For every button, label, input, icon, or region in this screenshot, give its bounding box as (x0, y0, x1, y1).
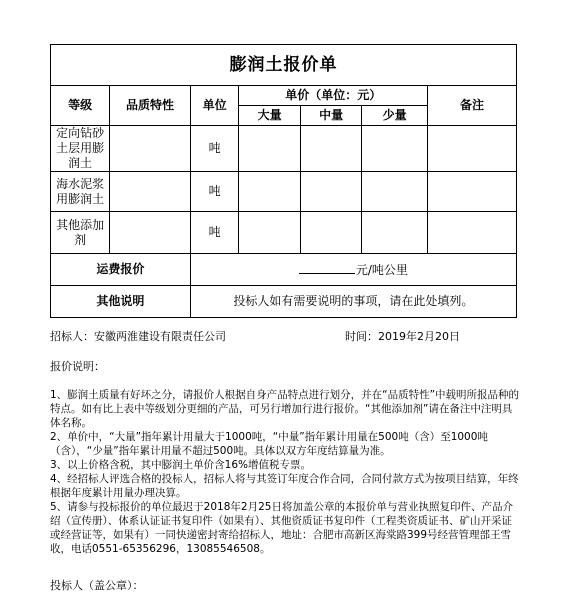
price-large-cell[interactable] (239, 126, 300, 172)
quality-cell[interactable] (110, 212, 190, 254)
note-item: 3、以上价格含税，其中膨润土单价含16%增值税专票。 (50, 459, 312, 471)
unit-cell: 吨 (190, 126, 239, 172)
header-unit: 单位 (190, 86, 239, 126)
other-label: 其他说明 (51, 286, 191, 318)
price-medium-cell[interactable] (300, 126, 361, 172)
price-small-cell[interactable] (362, 126, 428, 172)
price-large-cell[interactable] (239, 212, 300, 254)
header-remark: 备注 (427, 86, 516, 126)
table-row (51, 172, 517, 212)
quality-cell[interactable] (110, 126, 190, 172)
freight-blank[interactable] (299, 262, 355, 274)
remark-cell[interactable] (427, 172, 516, 212)
tenderer-line: 招标人：安徽两淮建设有限责任公司 (50, 330, 226, 343)
price-large-cell[interactable] (239, 172, 300, 212)
product-name: 定向钻砂土层用膨润土 (51, 126, 110, 172)
header-large: 大量 (239, 106, 300, 126)
price-small-cell[interactable] (362, 172, 428, 212)
note-item: 1、膨润土质量有好坏之分，请报价人根据自身产品特点进行划分，并在“品质特性”中载明所报品种的特点。如有比上表中等级划分更细的产品，可另行增加行进行报价。“其他添加剂”请在备注中注明具体名称。 (50, 389, 520, 429)
product-name: 其他添加剂 (51, 212, 110, 254)
remark-cell[interactable] (427, 212, 516, 254)
quote-table (50, 44, 517, 318)
price-medium-cell[interactable] (300, 212, 361, 254)
header-quality: 品质特性 (110, 86, 190, 126)
date-line: 时间：2019年2月20日 (345, 330, 460, 343)
header-medium: 中量 (300, 106, 361, 126)
bidder-seal-line: 投标人（盖公章）： (50, 579, 144, 592)
note-item: 4、经招标人评选合格的投标人，招标人将与其签订年度合作合同，合同付款方式为按项目结算，年终根据年度累计用量办理决算。 (50, 473, 519, 499)
table-title: 膨润土报价单 (51, 45, 517, 86)
freight-unit: 元/吨公里 (355, 262, 408, 277)
notes-title: 报价说明： (50, 360, 105, 373)
note-item: 2、单价中，“大量”指年累计用量大于1000吨，“中量”指年累计用量在500吨（含）至1000吨（含），“少量”指年累计用量不超过500吨。具体以双方年度结算量为准。 (50, 431, 488, 457)
table-row (51, 126, 517, 172)
freight-label: 运费报价 (51, 254, 191, 286)
price-small-cell[interactable] (362, 212, 428, 254)
header-unit-price: 单价（单位：元） (239, 86, 427, 106)
header-grade: 等级 (51, 86, 110, 126)
unit-cell: 吨 (190, 172, 239, 212)
remark-cell[interactable] (427, 126, 516, 172)
product-name: 海水泥浆用膨润土 (51, 172, 110, 212)
freight-value-cell[interactable] (190, 254, 516, 286)
table-row (51, 212, 517, 254)
quality-cell[interactable] (110, 172, 190, 212)
unit-cell: 吨 (190, 212, 239, 254)
other-value: 投标人如有需要说明的事项，请在此处填列。 (190, 286, 516, 318)
note-item: 5、请参与投标报价的单位最迟于2018年2月25日将加盖公章的本报价单与营业执照复印件、产品介绍（宣传册）、体系认证证书复印件（如果有）、其他资质证书复印件（工程类资质证书、矿山开采证或经营证等，如果有）一同快递密封寄给招标人，地址：合肥市高新区海棠路399号经营管理部王雪收，电话0551-65356296，13085546508。 (50, 501, 513, 555)
notes-list (50, 388, 522, 556)
price-medium-cell[interactable] (300, 172, 361, 212)
header-small: 少量 (362, 106, 428, 126)
